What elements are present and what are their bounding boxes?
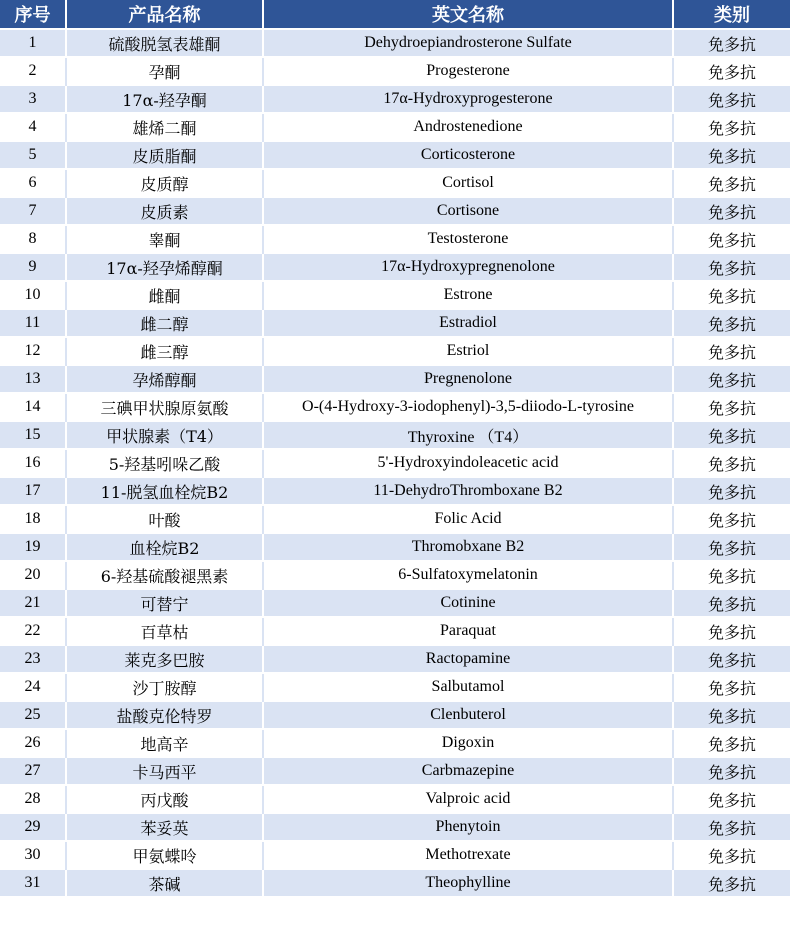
row-english-name-cell: Ractopamine xyxy=(263,645,673,673)
row-index-cell: 17 xyxy=(0,477,66,505)
row-category-cell: 免多抗 xyxy=(673,197,790,225)
row-product-name-cell: 孕烯醇酮 xyxy=(66,365,263,393)
row-index-cell: 12 xyxy=(0,337,66,365)
row-index-cell: 9 xyxy=(0,253,66,281)
row-category-cell: 免多抗 xyxy=(673,449,790,477)
row-index-cell: 2 xyxy=(0,57,66,85)
table-row xyxy=(0,113,790,141)
table-body xyxy=(0,29,790,896)
row-category-cell: 免多抗 xyxy=(673,477,790,505)
table-row xyxy=(0,673,790,701)
table-row xyxy=(0,785,790,813)
row-english-name-cell: Valproic acid xyxy=(263,785,673,813)
table-row xyxy=(0,337,790,365)
table-row xyxy=(0,365,790,393)
table-row xyxy=(0,617,790,645)
row-product-name-cell: 雌酮 xyxy=(66,281,263,309)
row-index-cell: 27 xyxy=(0,757,66,785)
row-english-name-cell: 5'-Hydroxyindoleacetic acid xyxy=(263,449,673,477)
row-english-name-cell: Theophylline xyxy=(263,869,673,896)
table-row xyxy=(0,533,790,561)
row-product-name-cell: 卡马西平 xyxy=(66,757,263,785)
row-category-cell: 免多抗 xyxy=(673,785,790,813)
row-category-cell: 免多抗 xyxy=(673,645,790,673)
row-english-name-cell: Dehydroepiandrosterone Sulfate xyxy=(263,29,673,57)
row-product-name-cell: 孕酮 xyxy=(66,57,263,85)
row-category-cell: 免多抗 xyxy=(673,365,790,393)
row-english-name-cell: Cotinine xyxy=(263,589,673,617)
table-row xyxy=(0,729,790,757)
row-index-cell: 25 xyxy=(0,701,66,729)
table-row xyxy=(0,225,790,253)
row-english-name-cell: Pregnenolone xyxy=(263,365,673,393)
row-product-name-cell: 皮质素 xyxy=(66,197,263,225)
row-index-cell: 23 xyxy=(0,645,66,673)
row-english-name-cell: Androstenedione xyxy=(263,113,673,141)
row-english-name-cell: Cortisone xyxy=(263,197,673,225)
row-product-name-cell: 6-羟基硫酸褪黑素 xyxy=(66,561,263,589)
header-index: 序号 xyxy=(0,0,66,29)
row-english-name-cell: Carbmazepine xyxy=(263,757,673,785)
row-index-cell: 4 xyxy=(0,113,66,141)
row-category-cell: 免多抗 xyxy=(673,309,790,337)
table-row xyxy=(0,309,790,337)
row-english-name-cell: Estradiol xyxy=(263,309,673,337)
table-row xyxy=(0,869,790,896)
row-category-cell: 免多抗 xyxy=(673,673,790,701)
row-category-cell: 免多抗 xyxy=(673,29,790,57)
row-category-cell: 免多抗 xyxy=(673,253,790,281)
row-index-cell: 30 xyxy=(0,841,66,869)
row-category-cell: 免多抗 xyxy=(673,337,790,365)
row-index-cell: 14 xyxy=(0,393,66,421)
row-category-cell: 免多抗 xyxy=(673,533,790,561)
header-category: 类别 xyxy=(673,0,790,29)
row-category-cell: 免多抗 xyxy=(673,421,790,449)
row-product-name-cell: 5-羟基吲哚乙酸 xyxy=(66,449,263,477)
row-index-cell: 15 xyxy=(0,421,66,449)
row-english-name-cell: 6-Sulfatoxymelatonin xyxy=(263,561,673,589)
row-category-cell: 免多抗 xyxy=(673,561,790,589)
table-row xyxy=(0,701,790,729)
row-product-name-cell: 血栓烷B2 xyxy=(66,533,263,561)
row-product-name-cell: 盐酸克伦特罗 xyxy=(66,701,263,729)
row-product-name-cell: 百草枯 xyxy=(66,617,263,645)
row-english-name-cell: Clenbuterol xyxy=(263,701,673,729)
row-product-name-cell: 叶酸 xyxy=(66,505,263,533)
row-product-name-cell: 可替宁 xyxy=(66,589,263,617)
table-row xyxy=(0,57,790,85)
table-row xyxy=(0,29,790,57)
row-product-name-cell: 17α-羟孕酮 xyxy=(66,85,263,113)
row-english-name-cell: O-(4-Hydroxy-3-iodophenyl)-3,5-diiodo-L-tyrosine xyxy=(263,393,673,421)
row-english-name-cell: Digoxin xyxy=(263,729,673,757)
table-row xyxy=(0,253,790,281)
table-row xyxy=(0,197,790,225)
row-product-name-cell: 三碘甲状腺原氨酸 xyxy=(66,393,263,421)
row-english-name-cell: Thromobxane B2 xyxy=(263,533,673,561)
row-product-name-cell: 地高辛 xyxy=(66,729,263,757)
header-product-name: 产品名称 xyxy=(66,0,263,29)
table-row xyxy=(0,449,790,477)
row-product-name-cell: 丙戊酸 xyxy=(66,785,263,813)
table-row xyxy=(0,169,790,197)
row-product-name-cell: 皮质醇 xyxy=(66,169,263,197)
row-index-cell: 1 xyxy=(0,29,66,57)
row-english-name-cell: Paraquat xyxy=(263,617,673,645)
table-row xyxy=(0,841,790,869)
table-row xyxy=(0,561,790,589)
row-english-name-cell: Corticosterone xyxy=(263,141,673,169)
table-row xyxy=(0,421,790,449)
row-product-name-cell: 17α-羟孕烯醇酮 xyxy=(66,253,263,281)
row-category-cell: 免多抗 xyxy=(673,141,790,169)
row-category-cell: 免多抗 xyxy=(673,113,790,141)
table-row xyxy=(0,393,790,421)
row-index-cell: 16 xyxy=(0,449,66,477)
row-english-name-cell: Salbutamol xyxy=(263,673,673,701)
table-row xyxy=(0,589,790,617)
table-header-row xyxy=(0,0,790,29)
row-english-name-cell: Thyroxine （T4） xyxy=(263,421,673,449)
row-category-cell: 免多抗 xyxy=(673,393,790,421)
row-english-name-cell: Methotrexate xyxy=(263,841,673,869)
row-product-name-cell: 苯妥英 xyxy=(66,813,263,841)
row-product-name-cell: 雄烯二酮 xyxy=(66,113,263,141)
row-english-name-cell: Estriol xyxy=(263,337,673,365)
table-row xyxy=(0,757,790,785)
table-row xyxy=(0,505,790,533)
row-category-cell: 免多抗 xyxy=(673,841,790,869)
table-row xyxy=(0,645,790,673)
row-index-cell: 19 xyxy=(0,533,66,561)
row-product-name-cell: 甲氨蝶呤 xyxy=(66,841,263,869)
row-english-name-cell: Cortisol xyxy=(263,169,673,197)
row-index-cell: 26 xyxy=(0,729,66,757)
row-index-cell: 6 xyxy=(0,169,66,197)
row-index-cell: 18 xyxy=(0,505,66,533)
row-product-name-cell: 莱克多巴胺 xyxy=(66,645,263,673)
row-index-cell: 3 xyxy=(0,85,66,113)
row-index-cell: 22 xyxy=(0,617,66,645)
row-product-name-cell: 11-脱氢血栓烷B2 xyxy=(66,477,263,505)
row-category-cell: 免多抗 xyxy=(673,813,790,841)
row-category-cell: 免多抗 xyxy=(673,757,790,785)
row-english-name-cell: Progesterone xyxy=(263,57,673,85)
row-category-cell: 免多抗 xyxy=(673,225,790,253)
row-category-cell: 免多抗 xyxy=(673,281,790,309)
row-index-cell: 5 xyxy=(0,141,66,169)
row-index-cell: 7 xyxy=(0,197,66,225)
row-index-cell: 11 xyxy=(0,309,66,337)
row-product-name-cell: 甲状腺素（T4） xyxy=(66,421,263,449)
row-english-name-cell: Folic Acid xyxy=(263,505,673,533)
row-index-cell: 21 xyxy=(0,589,66,617)
header-english-name: 英文名称 xyxy=(263,0,673,29)
row-category-cell: 免多抗 xyxy=(673,57,790,85)
table-row xyxy=(0,477,790,505)
table-row xyxy=(0,141,790,169)
row-product-name-cell: 雌二醇 xyxy=(66,309,263,337)
row-index-cell: 28 xyxy=(0,785,66,813)
row-english-name-cell: 17α-Hydroxyprogesterone xyxy=(263,85,673,113)
row-index-cell: 31 xyxy=(0,869,66,896)
table-row xyxy=(0,281,790,309)
row-index-cell: 24 xyxy=(0,673,66,701)
row-product-name-cell: 皮质脂酮 xyxy=(66,141,263,169)
row-product-name-cell: 硫酸脱氢表雄酮 xyxy=(66,29,263,57)
row-english-name-cell: Estrone xyxy=(263,281,673,309)
row-category-cell: 免多抗 xyxy=(673,169,790,197)
row-english-name-cell: Phenytoin xyxy=(263,813,673,841)
row-index-cell: 20 xyxy=(0,561,66,589)
row-product-name-cell: 茶碱 xyxy=(66,869,263,896)
row-category-cell: 免多抗 xyxy=(673,505,790,533)
row-index-cell: 10 xyxy=(0,281,66,309)
row-index-cell: 29 xyxy=(0,813,66,841)
row-category-cell: 免多抗 xyxy=(673,617,790,645)
row-product-name-cell: 沙丁胺醇 xyxy=(66,673,263,701)
row-english-name-cell: 17α-Hydroxypregnenolone xyxy=(263,253,673,281)
table-row xyxy=(0,813,790,841)
row-product-name-cell: 雌三醇 xyxy=(66,337,263,365)
row-category-cell: 免多抗 xyxy=(673,869,790,896)
table-row xyxy=(0,85,790,113)
row-category-cell: 免多抗 xyxy=(673,589,790,617)
row-english-name-cell: Testosterone xyxy=(263,225,673,253)
row-category-cell: 免多抗 xyxy=(673,701,790,729)
row-index-cell: 8 xyxy=(0,225,66,253)
row-category-cell: 免多抗 xyxy=(673,85,790,113)
row-category-cell: 免多抗 xyxy=(673,729,790,757)
row-product-name-cell: 睾酮 xyxy=(66,225,263,253)
row-english-name-cell: 11-DehydroThromboxane B2 xyxy=(263,477,673,505)
row-index-cell: 13 xyxy=(0,365,66,393)
